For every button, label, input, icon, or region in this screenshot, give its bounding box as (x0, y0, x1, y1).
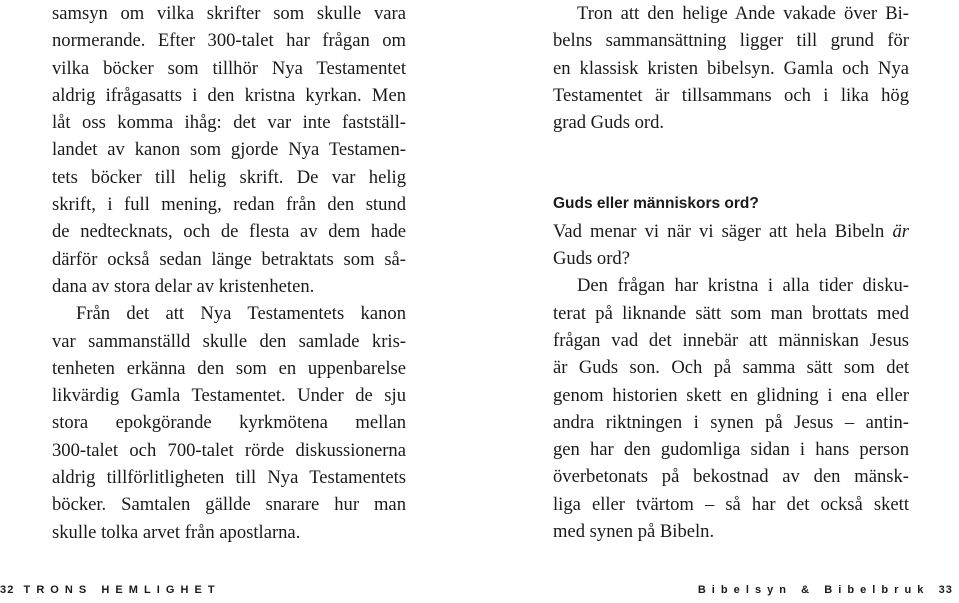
text-line: de nedtecknats, och de flesta av dem hade (52, 221, 406, 243)
text-line: stora epokgörande kyrkmötena mellan (52, 412, 406, 434)
text-line: aldrig ifrågasatts i den kristna kyrkan. Men (52, 84, 406, 106)
text-line: skulle tolka arvet från apostlarna. (52, 521, 301, 543)
text-line: frågan vad det innebär att människan Jesus (553, 329, 909, 351)
page-number: 33 (938, 584, 953, 596)
section-heading: Guds eller människors ord? (553, 195, 759, 213)
running-title: TRONS HEMLIGHET (23, 584, 221, 596)
text-line: vilka böcker som tillhör Nya Testamentet (52, 57, 406, 79)
text-line: liga eller tvärtom – så har det också skett (553, 493, 909, 515)
section-spacer (553, 136, 909, 190)
text-line: andra riktningen i synen på Jesus – antin- (553, 411, 909, 433)
left-page-footer (0, 584, 221, 596)
text-line: var sammanställd skulle den samlade kris- (52, 330, 406, 352)
text-line: belns sammansättning ligger till grund för (553, 30, 909, 52)
text-line: tenheten erkänna den som en uppenbarelse (52, 357, 406, 379)
right-page-text (553, 0, 909, 545)
text-line: 300-talet och 700-talet rörde diskussionerna (52, 439, 406, 461)
text-line: därför också sedan länge betraktats som så- (52, 248, 406, 270)
text-line: terat på liknande sätt som man brottats med (553, 302, 909, 324)
text-line: grad Guds ord. (553, 112, 665, 134)
text-line: dana av stora delar av kristenheten. (52, 275, 315, 297)
question-text: Vad menar vi när vi säger att hela Bibeln (553, 220, 893, 242)
left-page-text (52, 0, 406, 546)
text-line: tets böcker till helig skrift. De var helig (52, 166, 406, 188)
text-line: Den frågan har kristna i alla tider disku- (577, 275, 909, 297)
text-line: en klassisk kristen bibelsyn. Gamla och Nya (553, 57, 909, 79)
text-line: genom historien skett en glidning i ena eller (553, 384, 909, 406)
text-line: landet av kanon som gjorde Nya Testamen- (52, 139, 406, 161)
text-line: överbetonats på bekostnad av den mänsk- (553, 466, 909, 488)
text-line: aldrig tillförlitligheten till Nya Testamentets (52, 467, 406, 489)
text-line: samsyn om vilka skrifter som skulle vara (52, 3, 406, 24)
question-emphasis: är (892, 220, 909, 242)
question-line: Guds ord? (553, 248, 630, 270)
text-line: likvärdig Gamla Testamentet. Under de sju (52, 385, 406, 407)
right-page-footer (698, 584, 953, 596)
text-line: normerande. Efter 300-talet har frågan om (52, 30, 406, 52)
text-line: Från det att Nya Testamentets kanon (76, 303, 406, 325)
text-line: är Guds son. Och på samma sätt som det (553, 357, 909, 379)
text-line: med synen på Bibeln. (553, 521, 715, 543)
text-line: låt oss komma ihåg: det var inte fastställ- (52, 112, 406, 134)
text-line: Tron att den helige Ande vakade över Bi- (577, 3, 909, 24)
text-line: gen har den gudomliga sidan i hans person (553, 439, 909, 461)
page-number: 32 (0, 584, 15, 596)
question-line (553, 218, 909, 245)
running-title: Bibelsyn & Bibelbruk (697, 584, 930, 596)
text-line: böcker. Samtalen gällde snarare hur man (52, 494, 406, 516)
text-line: Testamentet är tillsammans och i lika hög (553, 84, 909, 106)
text-line: skrift, i full mening, redan från den stund (52, 194, 406, 216)
